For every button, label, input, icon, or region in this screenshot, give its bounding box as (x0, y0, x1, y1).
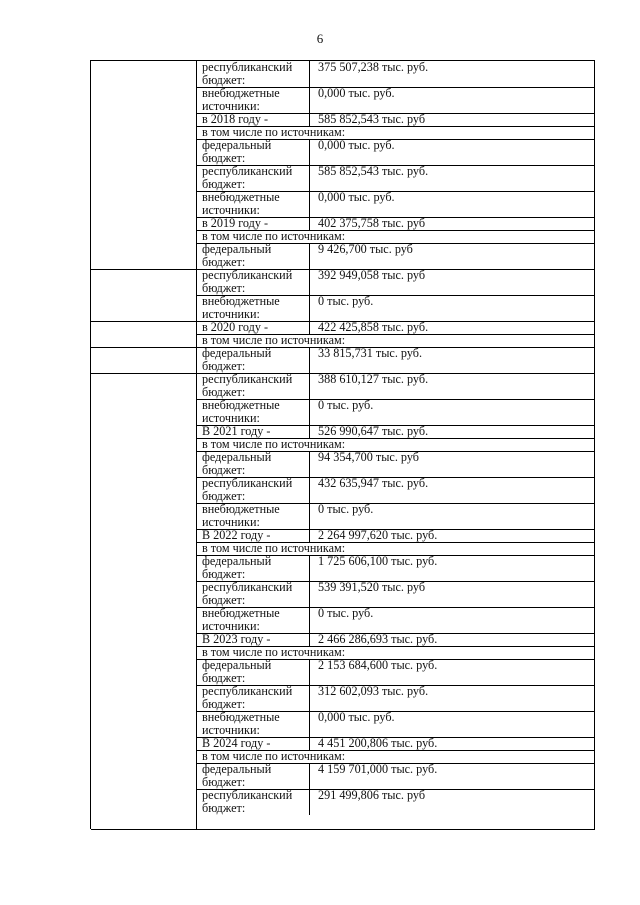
source-amount: 0,000 тыс. руб. (318, 190, 395, 204)
source-label: федеральный бюджет: (202, 138, 272, 165)
table-right-border (594, 61, 595, 829)
col-divider-2 (309, 711, 310, 737)
sources-heading: в том числе по источникам: (202, 229, 346, 243)
col-divider-2 (309, 243, 310, 269)
sources-heading: в том числе по источникам: (202, 125, 346, 139)
source-amount: 585 852,543 тыс. руб. (318, 164, 429, 178)
source-label: республиканский бюджет: (202, 60, 293, 87)
col-divider-2 (309, 87, 310, 113)
source-label: республиканский бюджет: (202, 164, 293, 191)
col-divider-2 (309, 451, 310, 477)
sources-heading: в том числе по источникам: (202, 437, 346, 451)
source-label: федеральный бюджет: (202, 762, 272, 789)
year-total: 422 425,858 тыс. руб. (318, 320, 429, 334)
col-divider-2 (309, 399, 310, 425)
source-amount: 0,000 тыс. руб. (318, 710, 395, 724)
col-divider-2 (309, 347, 310, 373)
col-divider-2 (309, 61, 310, 87)
year-total: 585 852,543 тыс. руб (318, 112, 426, 126)
source-label: республиканский бюджет: (202, 268, 293, 295)
source-amount: 0,000 тыс. руб. (318, 138, 395, 152)
year-label: В 2022 году - (202, 528, 271, 542)
year-label: в 2019 году - (202, 216, 269, 230)
year-label: в 2020 году - (202, 320, 269, 334)
source-label: внебюджетные источники: (202, 294, 280, 321)
year-label: В 2021 году - (202, 424, 271, 438)
page-number: 6 (316, 31, 324, 46)
col-divider-2 (309, 659, 310, 685)
col-divider-2 (309, 477, 310, 503)
source-amount: 432 635,947 тыс. руб. (318, 476, 429, 490)
source-label: внебюджетные источники: (202, 502, 280, 529)
source-amount: 375 507,238 тыс. руб. (318, 60, 429, 74)
source-amount: 1 725 606,100 тыс. руб. (318, 554, 438, 568)
sources-heading: в том числе по источникам: (202, 749, 346, 763)
col-divider-2 (309, 139, 310, 165)
table-bottom-border (91, 829, 595, 830)
col-divider-2 (309, 295, 310, 321)
year-label: В 2024 году - (202, 736, 271, 750)
source-amount: 0 тыс. руб. (318, 502, 374, 516)
source-amount: 2 153 684,600 тыс. руб. (318, 658, 438, 672)
col-divider-2 (309, 555, 310, 581)
year-total: 402 375,758 тыс. руб (318, 216, 426, 230)
source-amount: 291 499,806 тыс. руб (318, 788, 426, 802)
col-divider-2 (309, 269, 310, 295)
source-label: федеральный бюджет: (202, 554, 272, 581)
source-label: внебюджетные источники: (202, 190, 280, 217)
source-label: внебюджетные источники: (202, 86, 280, 113)
source-amount: 312 602,093 тыс. руб. (318, 684, 429, 698)
source-label: республиканский бюджет: (202, 580, 293, 607)
source-amount: 33 815,731 тыс. руб. (318, 346, 423, 360)
col-divider-1 (196, 61, 197, 829)
source-label: республиканский бюджет: (202, 684, 293, 711)
source-amount: 94 354,700 тыс. руб (318, 450, 419, 464)
source-label: внебюджетные источники: (202, 606, 280, 633)
source-label: республиканский бюджет: (202, 788, 293, 815)
source-label: республиканский бюджет: (202, 476, 293, 503)
year-label: в 2018 году - (202, 112, 269, 126)
source-label: федеральный бюджет: (202, 346, 272, 373)
col-divider-2 (309, 165, 310, 191)
col-divider-2 (309, 581, 310, 607)
source-amount: 0,000 тыс. руб. (318, 86, 395, 100)
source-amount: 4 159 701,000 тыс. руб. (318, 762, 438, 776)
source-label: федеральный бюджет: (202, 658, 272, 685)
year-total: 526 990,647 тыс. руб. (318, 424, 429, 438)
source-label: республиканский бюджет: (202, 372, 293, 399)
year-total: 2 466 286,693 тыс. руб. (318, 632, 438, 646)
col-divider-2 (309, 503, 310, 529)
sources-heading: в том числе по источникам: (202, 541, 346, 555)
source-label: внебюджетные источники: (202, 710, 280, 737)
funding-table (90, 60, 595, 829)
source-label: федеральный бюджет: (202, 242, 272, 269)
year-total: 2 264 997,620 тыс. руб. (318, 528, 438, 542)
col-divider-2 (309, 763, 310, 789)
year-label: В 2023 году - (202, 632, 271, 646)
col-divider-2 (309, 373, 310, 399)
source-amount: 392 949,058 тыс. руб (318, 268, 426, 282)
source-amount: 0 тыс. руб. (318, 398, 374, 412)
source-amount: 0 тыс. руб. (318, 294, 374, 308)
sources-heading: в том числе по источникам: (202, 645, 346, 659)
col-divider-2 (309, 191, 310, 217)
source-amount: 388 610,127 тыс. руб. (318, 372, 429, 386)
source-label: внебюджетные источники: (202, 398, 280, 425)
col-divider-2 (309, 607, 310, 633)
year-total: 4 451 200,806 тыс. руб. (318, 736, 438, 750)
sources-heading: в том числе по источникам: (202, 333, 346, 347)
source-amount: 0 тыс. руб. (318, 606, 374, 620)
source-amount: 539 391,520 тыс. руб (318, 580, 426, 594)
col-divider-2 (309, 789, 310, 815)
source-amount: 9 426,700 тыс. руб (318, 242, 413, 256)
col-divider-2 (309, 685, 310, 711)
source-label: федеральный бюджет: (202, 450, 272, 477)
